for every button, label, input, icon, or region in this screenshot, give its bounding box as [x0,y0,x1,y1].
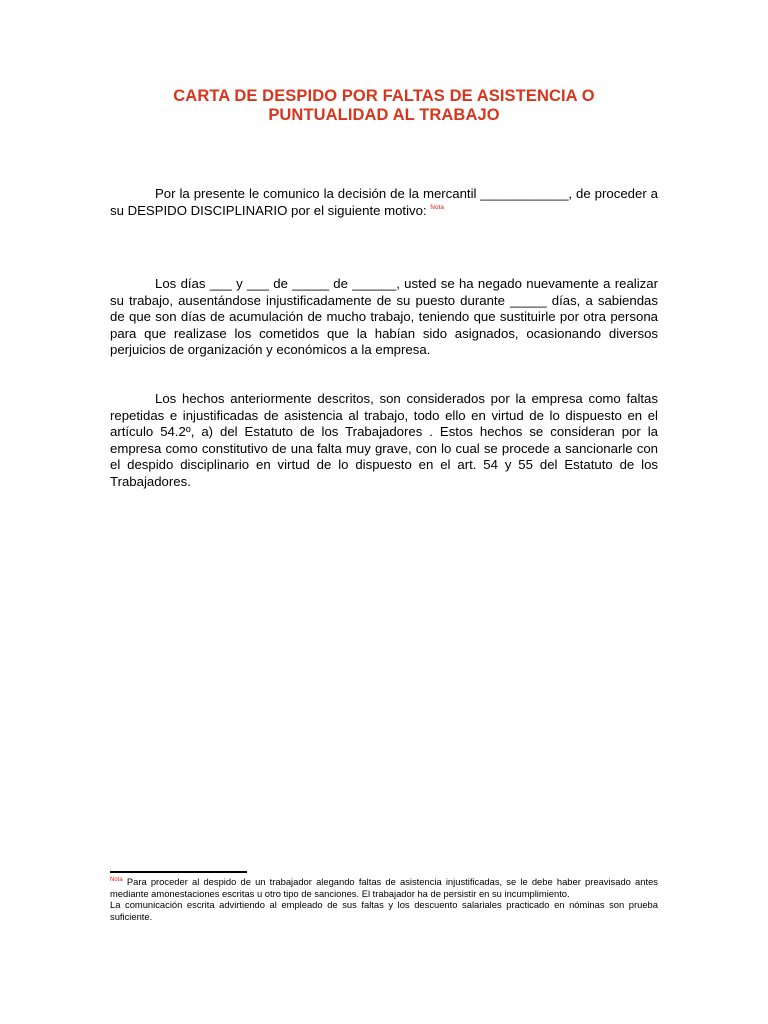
footnote-line-2: La comunicación escrita advirtiendo al empleado de sus faltas y los descuento salariales practicado en nóminas son prueba suficiente. [110,899,658,922]
paragraph-absence-facts: Los días ___ y ___ de _____ de ______, usted se ha negado nuevamente a realizar su trabajo, ausentándose injustificadamente de su puesto durante _____ días, a sabiendas de que son días de acumulación de mucho trabajo, teniendo que sustituirle por otra persona para que realizase los cometidos que la habían sido asignados, ocasionando diversos perjuicios de organización y económicos a la empresa. [110,276,658,358]
footnote [110,876,658,922]
footnote-marker: Nota [110,877,123,883]
title-line-2: PUNTUALIDAD AL TRABAJO [268,106,500,124]
footnote-divider [110,871,247,873]
paragraph-1-text: Por la presente le comunico la decisión de la mercantil ____________, de proceder a su DESPIDO DISCIPLINARIO por el siguiente motivo: [110,186,658,218]
footnote-line-1 [110,876,658,899]
paragraph-dismissal-notice [110,186,658,219]
paragraph-legal-basis: Los hechos anteriormente descritos, son considerados por la empresa como faltas repetidas e injustificadas de asistencia al trabajo, todo ello en virtud de lo dispuesto en el artículo 54.2º, a) del Estatuto de los Trabajadores . Estos hechos se consideran por la empresa como constitutivo de una falta muy grave, con lo cual se procede a sancionarle con el despido disciplinario en virtud de lo dispuesto en el art. 54 y 55 del Estatuto de los Trabajadores. [110,391,658,489]
note-reference[interactable]: Nota [430,203,445,211]
footnote-text-1: Para proceder al despido de un trabajador alegando faltas de asistencia injustificadas, se le debe haber preavisado antes mediante amonestaciones escritas u otro tipo de sanciones. El trabajador ha de persistir en su incumplimiento. [110,876,658,899]
document-title [110,87,658,125]
title-line-1: CARTA DE DESPIDO POR FALTAS DE ASISTENCIA O [173,87,595,105]
